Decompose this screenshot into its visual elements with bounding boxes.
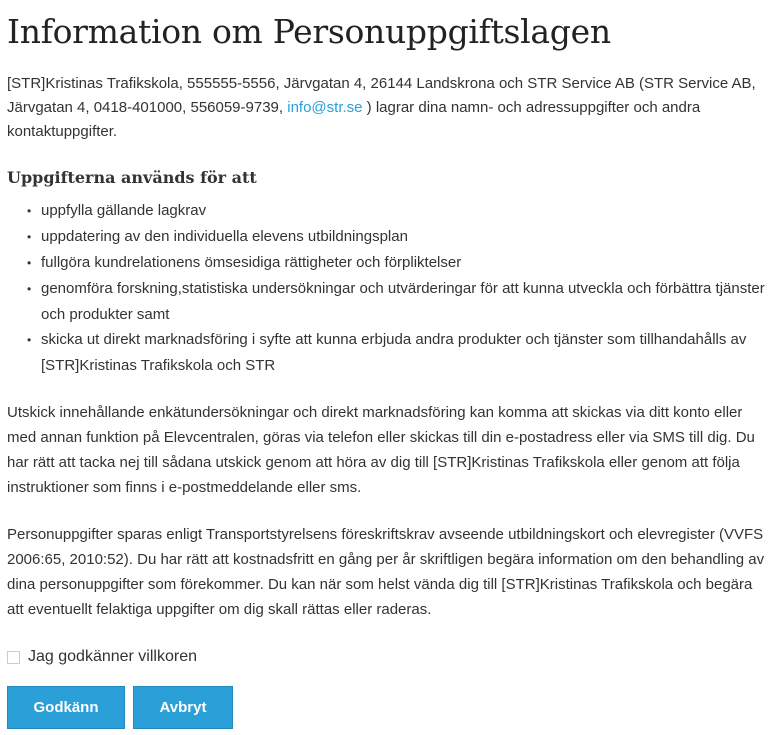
bullet-icon: •: [27, 204, 32, 218]
action-buttons: [7, 686, 773, 729]
cancel-button[interactable]: Avbryt: [133, 686, 233, 729]
list-item-text: genomföra forskning,statistiska undersökningar och utvärderingar för att kunna utveckla och förbättra tjänster och produkter samt: [41, 280, 765, 323]
list-item: [7, 327, 773, 378]
accept-button[interactable]: Godkänn: [7, 686, 125, 729]
bullet-icon: •: [27, 282, 32, 296]
list-item: [7, 198, 773, 224]
mailings-paragraph: Utskick innehållande enkätundersökningar och direkt marknadsföring kan komma att skickas via ditt konto eller med annan funktion på Elevcentralen, göras via telefon eller skickas till din e-postadress eller via SMS till dig. Du har rätt att tacka nej till sådana utskick genom att höra av dig till [STR]Kristinas Trafikskola eller genom att följa instruktioner som finns i e-postmeddelande eller sms.: [7, 404, 755, 496]
uses-heading: Uppgifterna används för att: [7, 168, 257, 187]
email-link[interactable]: info@str.se: [287, 99, 363, 116]
list-item-text: uppfylla gällande lagkrav: [41, 202, 207, 219]
bullet-icon: •: [27, 333, 32, 347]
consent-row: [7, 644, 773, 670]
intro-paragraph: [7, 72, 773, 144]
storage-paragraph: Personuppgifter sparas enligt Transportstyrelsens föreskriftskrav avseende utbildningskort och elevregister (VVFS 2006:65, 2010:52). Du har rätt att kostnadsfritt en gång per år skriftligen begära information om den behandling av dina personuppgifter som förekommer. Du kan när som helst vända dig till [STR]Kristinas Trafikskola och begära att eventuellt felaktiga uppgifter om dig skall rättas eller raderas.: [7, 526, 765, 618]
consent-label[interactable]: Jag godkänner villkoren: [28, 648, 197, 665]
list-item: [7, 224, 773, 250]
list-item: [7, 250, 773, 276]
privacy-info-page: [7, 0, 773, 729]
intro-text-start: [STR]Kristinas Trafikskola, 555555-5556, Järvgatan 4, 26144 Landskrona och STR Service AB (STR Service AB, Järvgatan 4, 0418-401000, 556059-9739,: [7, 75, 756, 116]
bullet-icon: •: [27, 230, 32, 244]
list-item: [7, 276, 773, 327]
list-item-text: skicka ut direkt marknadsföring i syfte att kunna erbjuda andra produkter och tjänster som tillhandahålls av [STR]Kristinas Trafikskola och STR: [41, 331, 747, 374]
consent-checkbox[interactable]: [7, 651, 20, 664]
bullet-icon: •: [27, 256, 32, 270]
page-title: Information om Personuppgiftslagen: [7, 12, 611, 51]
intro-text-end: ) lagrar dina namn- och adressuppgifter och andra kontaktuppgifter.: [7, 99, 701, 140]
list-item-text: fullgöra kundrelationens ömsesidiga rättigheter och förpliktelser: [41, 254, 462, 271]
list-item-text: uppdatering av den individuella elevens utbildningsplan: [41, 228, 408, 245]
uses-list: [7, 198, 773, 378]
